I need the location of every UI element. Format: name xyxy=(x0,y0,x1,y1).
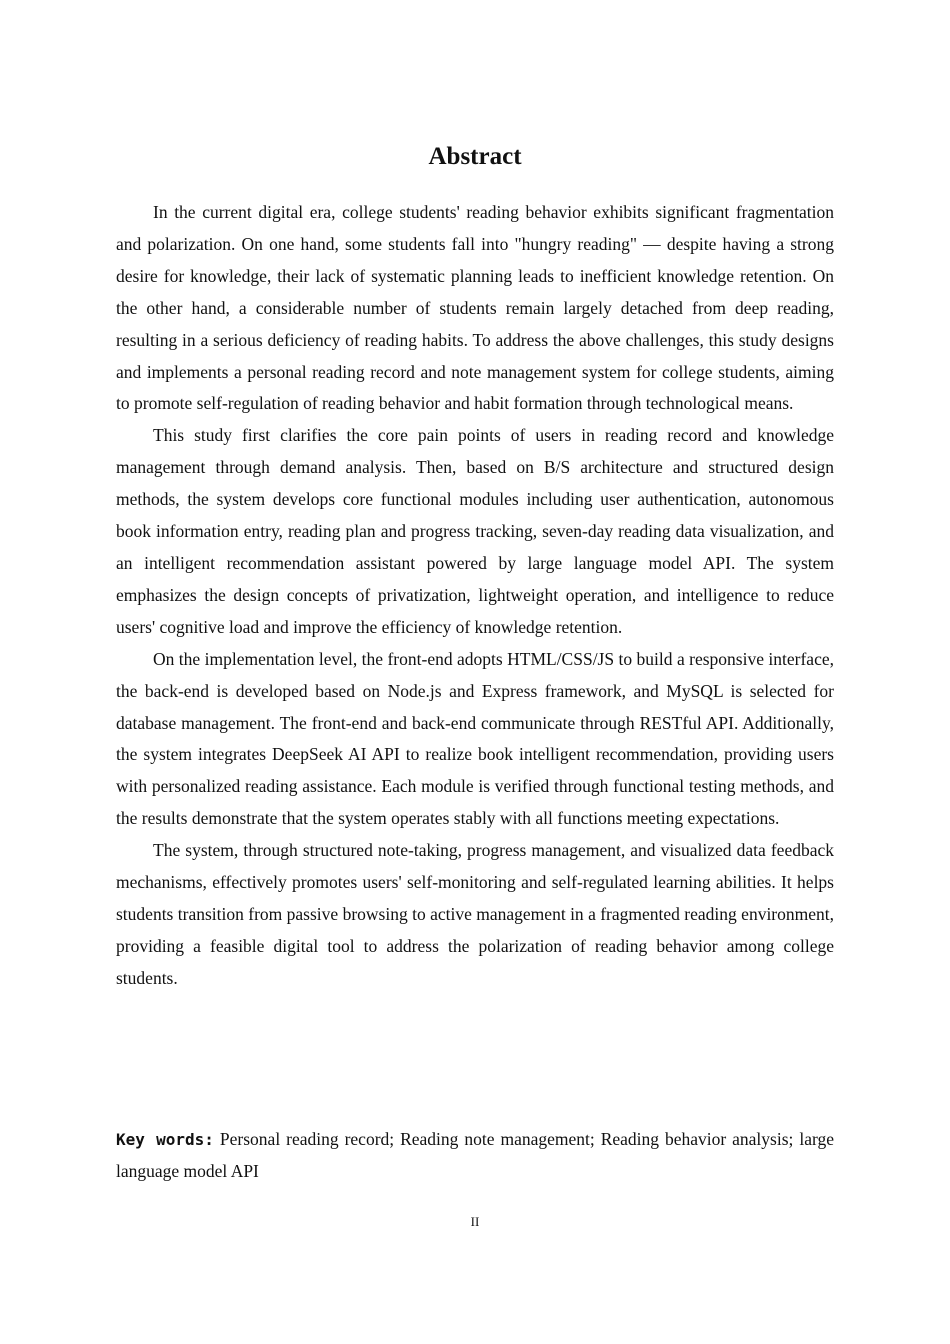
keywords-label: Key words: xyxy=(116,1130,214,1149)
abstract-paragraph-3: On the implementation level, the front-end adopts HTML/CSS/JS to build a responsive interface, the back-end is developed based on Node.js and Express framework, and MySQL is selected for database management. The front-end and back-end communicate through RESTful API. Additionally, the system integrates DeepSeek AI API to realize book intelligent recommendation, providing users with personalized reading assistance. Each module is verified through functional testing methods, and the results demonstrate that the system operates stably with all functions meeting expectations. xyxy=(116,648,834,829)
abstract-paragraph-4: The system, through structured note-taking, progress management, and visualized data feedback mechanisms, effectively promotes users' self-monitoring and self-regulated learning abilities. It helps students transition from passive browsing to active management in a fragmented reading environment, providing a feasible digital tool to address the polarization of reading behavior among college students. xyxy=(116,840,834,988)
abstract-paragraph-1: In the current digital era, college students' reading behavior exhibits significant fragmentation and polarization. On one hand, some students fall into "hungry reading" — despite having a strong desire for knowledge, their lack of systematic planning leads to inefficient knowledge retention. On the other hand, a considerable number of students remain largely detached from deep reading, resulting in a serious deficiency of reading habits. To address the above challenges, this study designs and implements a personal reading record and note management system for college students, aiming to promote self-regulation of reading behavior and habit formation through technological means. xyxy=(116,202,834,414)
page-title: Abstract xyxy=(428,143,522,170)
keywords-text: Personal reading record; Reading note management; Reading behavior analysis; large language model API xyxy=(116,1129,835,1181)
keywords-line xyxy=(116,1124,834,1188)
abstract-paragraph-2: This study first clarifies the core pain points of users in reading record and knowledge management through demand analysis. Then, based on B/S architecture and structured design methods, the system develops core functional modules including user authentication, autonomous book information entry, reading plan and progress tracking, seven-day reading data visualization, and an intelligent recommendation assistant powered by large language model API. The system emphasizes the design concepts of privatization, lightweight operation, and intelligence to reduce users' cognitive load and improve the efficiency of knowledge retention. xyxy=(116,425,834,637)
page-number: II xyxy=(470,1214,480,1229)
abstract-body xyxy=(116,197,834,995)
